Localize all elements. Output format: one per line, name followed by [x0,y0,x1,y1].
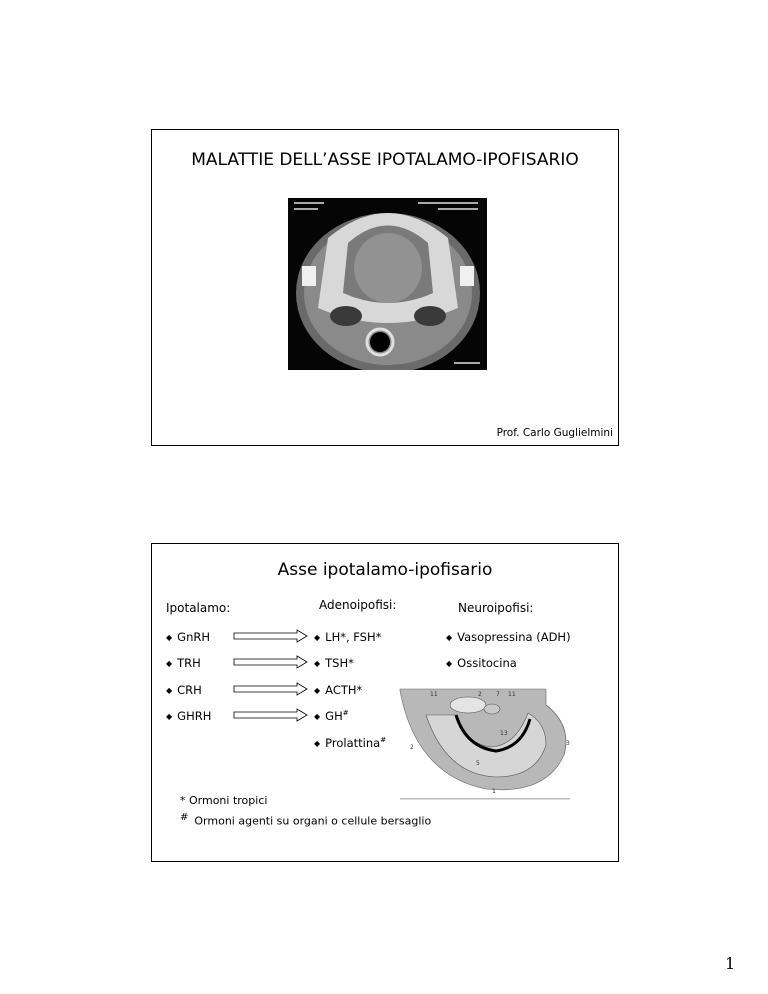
hypothalamus-item: ◆ CRH [166,683,202,697]
neurohypophysis-item: ◆ Vasopressina (ADH) [446,630,571,644]
header-hypothalamus: Ipotalamo: [166,601,231,615]
svg-text:2: 2 [410,744,414,751]
svg-text:2: 2 [478,691,482,698]
header-adenohypophysis: Adenoipofisi: [319,598,397,612]
arrow-icon [233,682,309,696]
slide-2-title: Asse ipotalamo-ipofisario [277,560,493,580]
slide-2 [151,543,619,862]
adenohypophysis-item: ◆ ACTH* [314,683,363,697]
slide-1-title: MALATTIE DELL’ASSE IPOTALAMO-IPOFISARIO [191,150,579,170]
hypothalamus-item: ◆ GHRH [166,709,212,723]
hypothalamus-item: ◆ GnRH [166,630,210,644]
hypothalamus-item: ◆ TRH [166,656,201,670]
svg-text:13: 13 [500,730,508,737]
svg-text:11: 11 [508,691,516,698]
arrow-icon [233,629,309,643]
adenohypophysis-item: ◆ Prolattina# [314,736,387,750]
note-tropic-hormones: * Ormoni tropici [180,794,268,807]
note-target-hormones: # Ormoni agenti su organi o cellule bersaglio [180,812,432,828]
svg-text:1: 1 [492,788,496,795]
svg-text:5: 5 [476,760,480,767]
author-name: Prof. Carlo Guglielmini [496,427,613,439]
svg-text:7: 7 [496,691,500,698]
svg-text:11: 11 [430,691,438,698]
header-neurohypophysis: Neuroipofisi: [458,601,534,615]
adenohypophysis-item: ◆ TSH* [314,656,354,670]
ct-scan-skull-image [288,198,487,370]
adenohypophysis-item: ◆ GH# [314,709,349,723]
arrow-icon [233,708,309,722]
arrow-icon [233,655,309,669]
neurohypophysis-item: ◆ Ossitocina [446,656,517,670]
adenohypophysis-item: ◆ LH*, FSH* [314,630,382,644]
svg-text:3: 3 [566,740,570,747]
pituitary-anatomy-diagram [396,685,576,803]
page-number: 1 [725,954,736,973]
slide-1 [151,129,619,446]
